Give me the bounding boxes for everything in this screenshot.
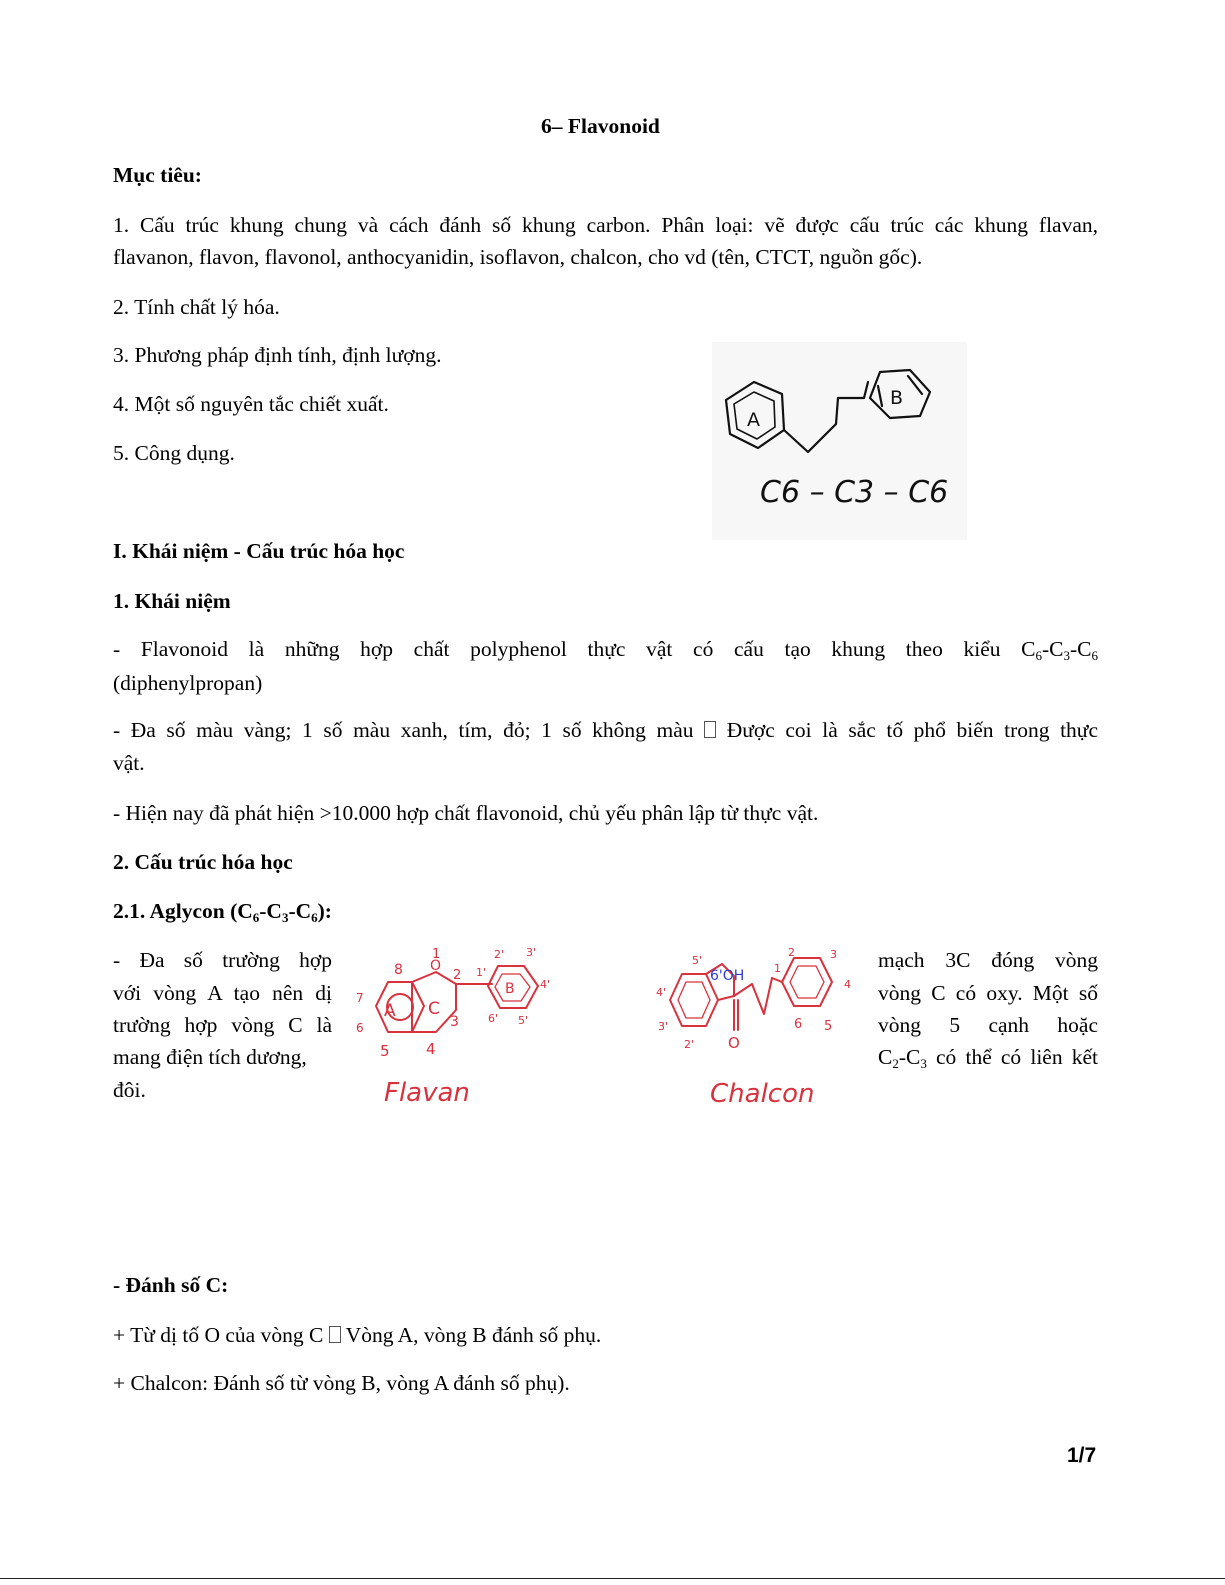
numbering-line-2: + Chalcon: Đánh số từ vòng B, vòng A đánh số phụ).: [113, 1371, 570, 1395]
chalcon-num-2: 2: [788, 946, 795, 959]
flavan-label-a: A: [384, 1001, 396, 1021]
subsection-1-heading: 1. Khái niệm: [113, 589, 231, 613]
right-col-line-2: vòng C có oxy. Một số: [878, 981, 1098, 1005]
concept-para-2-text-a: - Đa số màu vàng; 1 số màu xanh, tím, đỏ; 1 số không màu: [113, 718, 694, 742]
chalcon-diagram: [652, 944, 872, 1109]
subsection-2-heading: 2. Cấu trúc hóa học: [113, 850, 293, 874]
flavan-num-2: 2: [453, 968, 462, 983]
concept-para-3: - Hiện nay đã phát hiện >10.000 hợp chất flavonoid, chủ yếu phân lập từ thực vật.: [113, 801, 819, 825]
left-col-line-1: - Đa số trường hợp: [113, 948, 332, 972]
aglycon-heading-text: 2.1. Aglycon (C: [113, 899, 253, 923]
chalcon-num-5: 5: [824, 1019, 833, 1034]
flavan-oxygen: O: [430, 958, 442, 974]
right-col-line-4-text: có thể có liên kết: [936, 1045, 1099, 1069]
right-col-line-3: vòng 5 cạnh hoặc: [878, 1013, 1098, 1037]
left-col-line-3: trường hợp vòng C là: [113, 1013, 332, 1037]
flavan-num-5p: 5': [518, 1014, 529, 1027]
concept-para-2-text-b: Được coi là sắc tố phổ biến trong thực: [726, 718, 1098, 742]
section-1-heading: I. Khái niệm - Cấu trúc hóa học: [113, 539, 405, 563]
left-col-line-4: mang điện tích dương,: [113, 1045, 307, 1069]
concept-para-1-text: - Flavonoid là những hợp chất polyphenol thực vật có cấu tạo khung theo kiểu C: [113, 637, 1036, 661]
chalcon-num-3p: 3': [658, 1020, 669, 1033]
page-bottom-rule: [0, 1578, 1225, 1579]
flavan-label-c: C: [428, 999, 440, 1019]
objective-5: 5. Công dụng.: [113, 441, 235, 465]
concept-para-2-line-1: [113, 714, 1098, 746]
flavan-diagram: [350, 944, 570, 1109]
flavan-num-1p: 1': [476, 966, 487, 979]
missing-glyph-box: [704, 721, 716, 738]
numbering-heading: - Đánh số C:: [113, 1273, 229, 1297]
flavan-num-7: 7: [356, 991, 364, 1005]
flavan-num-2p: 2': [494, 948, 505, 961]
numbering-line-1-a: + Từ dị tố O của vòng C: [113, 1323, 324, 1347]
objective-1-line-1: 1. Cấu trúc khung chung và cách đánh số khung carbon. Phân loại: vẽ được cấu trúc các khung flavan,: [113, 213, 1098, 237]
right-col-line-1: mạch 3C đóng vòng: [878, 948, 1098, 972]
flavan-num-8: 8: [394, 962, 403, 978]
chalcon-num-3: 3: [830, 948, 837, 961]
ring-a-label: A: [747, 409, 760, 431]
formula-label: C6 – C3 – C6: [760, 475, 949, 510]
skeleton-diagram: [712, 342, 967, 540]
flavan-num-5: 5: [380, 1042, 390, 1060]
concept-para-1-line-2: (diphenylpropan): [113, 671, 263, 695]
flavan-num-4: 4: [426, 1040, 436, 1058]
flavan-num-6: 6: [356, 1021, 364, 1035]
concept-para-2-line-2: vật.: [113, 751, 145, 775]
concept-para-1-line-1: - Flavonoid là những hợp chất polyphenol thực vật có cấu tạo khung theo kiểu $C_6-C_3-C_6$: [113, 637, 1098, 663]
flavan-num-1: 1: [432, 947, 441, 962]
left-col-line-2: với vòng A tạo nên dị: [113, 981, 332, 1005]
objective-1-line-2: flavanon, flavon, flavonol, anthocyanidin, isoflavon, chalcon, cho vd (tên, CTCT, nguồn gốc).: [113, 245, 923, 269]
flavan-num-3p: 3': [526, 946, 537, 959]
chalcon-num-2p: 2': [684, 1038, 695, 1051]
ring-b-label: B: [890, 387, 904, 409]
page-title: 6– Flavonoid: [541, 114, 660, 138]
chalcon-num-6: 6: [794, 1017, 803, 1032]
flavan-name: Flavan: [384, 1078, 470, 1108]
right-col-line-4: $C_2-C_3$ có thể có liên kết: [878, 1045, 1099, 1071]
flavan-num-3: 3: [450, 1014, 459, 1030]
chalcon-num-4p: 4': [656, 986, 667, 999]
chalcon-hydroxyl: 6'OH: [710, 968, 745, 984]
objectives-heading: Mục tiêu:: [113, 163, 202, 187]
flavan-num-4p: 4': [540, 978, 551, 991]
flavan-num-6p: 6': [488, 1012, 499, 1025]
chalcon-name: Chalcon: [710, 1079, 815, 1109]
chalcon-num-1: 1: [774, 962, 781, 975]
objective-4: 4. Một số nguyên tắc chiết xuất.: [113, 392, 389, 416]
left-col-line-5: đôi.: [113, 1078, 146, 1102]
chalcon-oxygen: O: [728, 1034, 740, 1052]
objective-2: 2. Tính chất lý hóa.: [113, 295, 280, 319]
flavan-label-b: B: [505, 981, 515, 997]
page-number: 1/7: [1067, 1444, 1097, 1467]
missing-glyph-box-2: [329, 1326, 341, 1343]
numbering-line-1: [113, 1319, 601, 1351]
numbering-line-1-b: Vòng A, vòng B đánh số phụ.: [345, 1323, 602, 1347]
chalcon-num-4: 4: [844, 978, 851, 991]
objective-3: 3. Phương pháp định tính, định lượng.: [113, 343, 442, 367]
subsection-2-1-heading: 2.1. Aglycon $(C_6-C_3-C_6)$:: [113, 899, 332, 925]
chalcon-num-5p: 5': [692, 954, 703, 967]
